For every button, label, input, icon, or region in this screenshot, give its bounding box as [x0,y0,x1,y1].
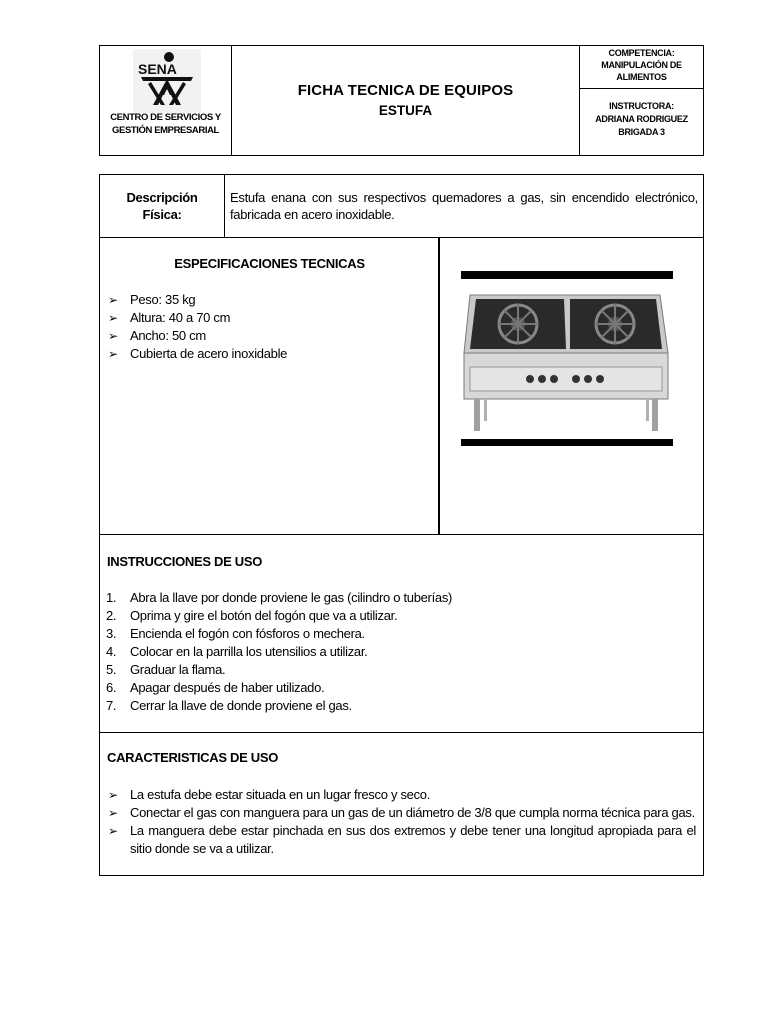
caracteristicas-title: CARACTERISTICAS DE USO [107,750,279,765]
list-item: ➢ Conectar el gas con manguera para un gas de un diámetro de 3/8 que cumpla norma técnica para gas. [108,805,695,820]
list-item: 1. Abra la llave por donde proviene le gas (cilindro o tuberías) [106,590,453,605]
main-table [99,174,704,876]
arrowhead-bullet-icon: ➢ [108,311,118,325]
svg-text:SENA: SENA [138,61,177,77]
page-title: FICHA TECNICA DE EQUIPOS [297,82,514,99]
list-item: 3. Encienda el fogón con fósforos o mechera. [106,626,365,641]
list-item: 6. Apagar después de haber utilizado. [106,680,325,695]
especificaciones-list [100,291,430,363]
page-subtitle: ESTUFA [378,103,433,118]
arrowhead-bullet-icon: ➢ [108,824,118,838]
sena-logo-icon [133,49,201,113]
especificaciones-title: ESPECIFICACIONES TECNICAS [174,256,365,271]
caracteristicas-list [100,786,696,858]
list-item: ➢ Altura: 40 a 70 cm [108,310,231,325]
competencia-cell: COMPETENCIA: MANIPULACIÓN DE ALIMENTOS [601,48,682,82]
centro-label: CENTRO DE SERVICIOS Y GESTIÓN EMPRESARIAL [110,112,221,136]
list-item: ➢ La estufa debe estar situada en un lugar fresco y seco. [108,787,431,802]
arrowhead-bullet-icon: ➢ [108,788,118,802]
descripcion-text: Estufa enana con sus respectivos quemadores a gas, sin encendido electrónico, fabricada en acero inoxidable. [230,190,698,222]
list-item: ➢ La manguera debe estar pinchada en sus dos extremos y debe tener una longitud apropiada para el sitio donde se va a utilizar. [108,823,696,856]
arrowhead-bullet-icon: ➢ [108,806,118,820]
list-item: 7. Cerrar la llave de donde proviene el gas. [106,698,352,713]
list-item: 2. Oprima y gire el botón del fogón que va a utilizar. [106,608,398,623]
instrucciones-title: INSTRUCCIONES DE USO [107,554,263,569]
list-item: 5. Graduar la flama. [106,662,226,677]
arrowhead-bullet-icon: ➢ [108,329,118,343]
list-item: ➢ Peso: 35 kg [108,292,196,307]
instrucciones-list [106,589,696,715]
header-table [99,45,704,156]
descripcion-label: Descripción Física: [126,190,198,222]
list-item: 4. Colocar en la parrilla los utensilios a utilizar. [106,644,368,659]
stove-photo [460,271,674,447]
arrowhead-bullet-icon: ➢ [108,293,118,307]
list-item: ➢ Ancho: 50 cm [108,328,206,343]
instructora-cell: INSTRUCTORA: ADRIANA RODRIGUEZ BRIGADA 3 [595,101,688,137]
arrowhead-bullet-icon: ➢ [108,347,118,361]
list-item: ➢ Cubierta de acero inoxidable [108,346,288,361]
